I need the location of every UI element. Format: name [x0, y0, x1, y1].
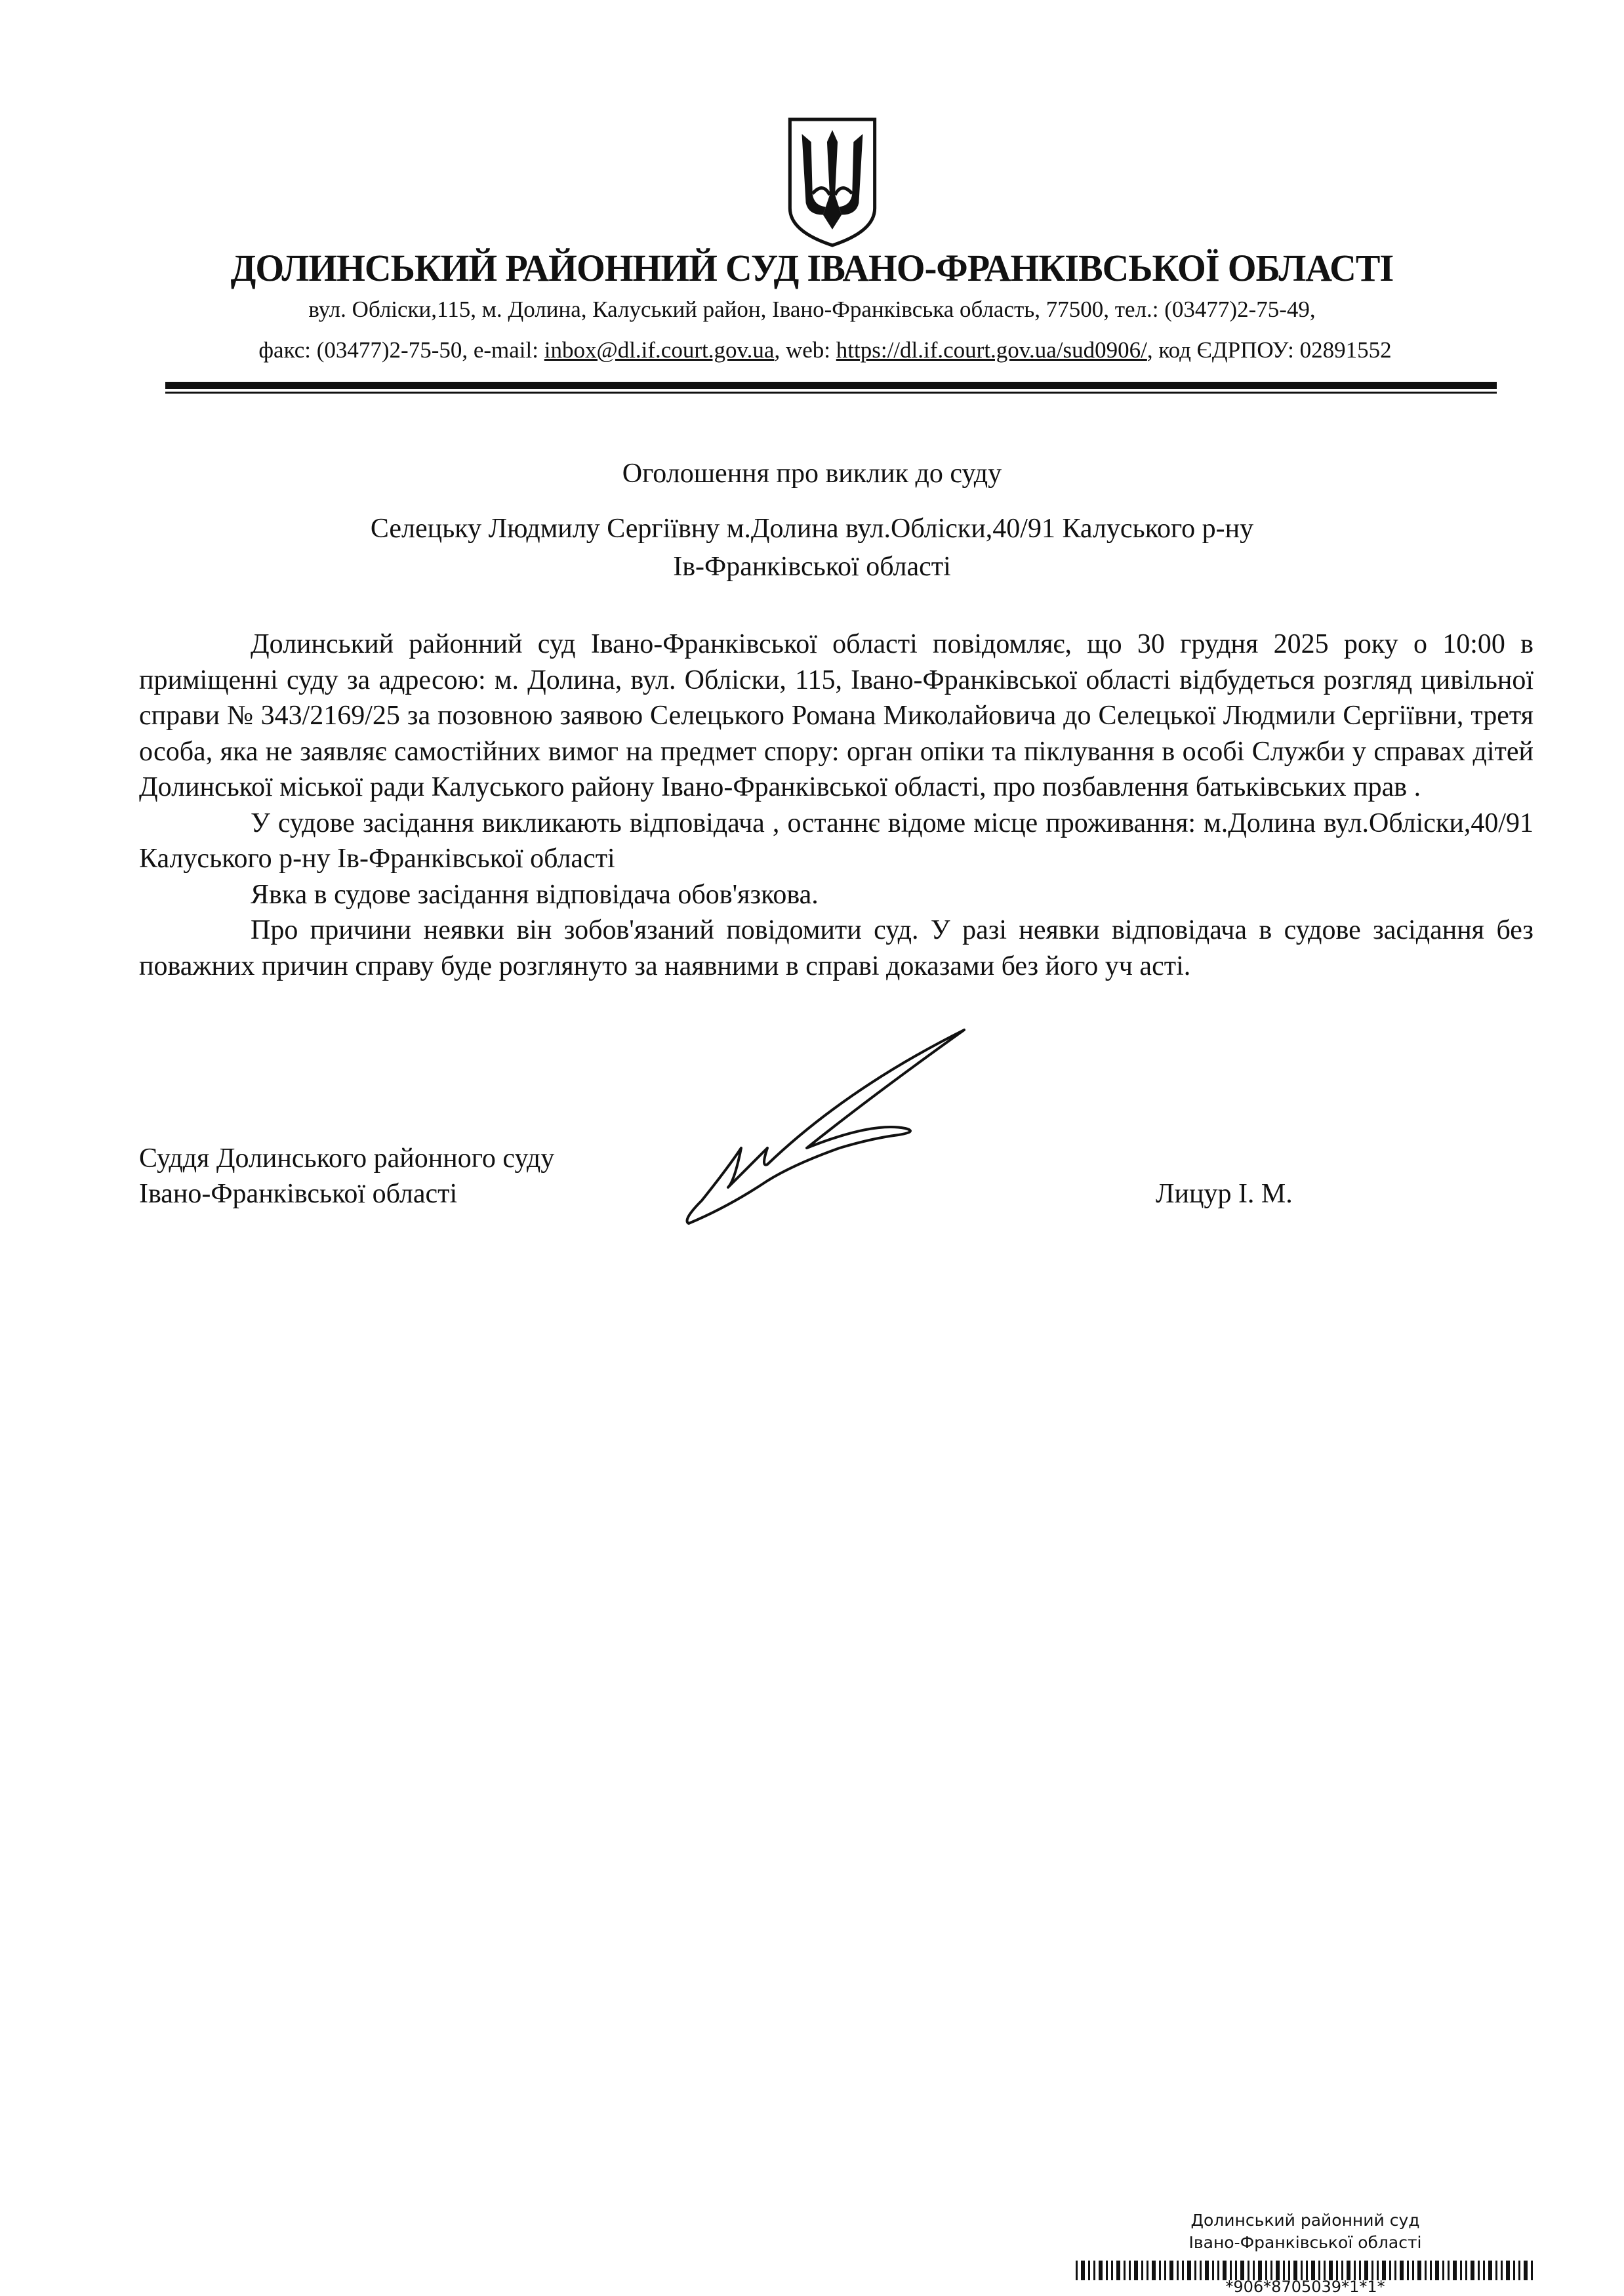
barcode-bar — [1134, 2261, 1138, 2280]
barcode-bar — [1506, 2261, 1510, 2280]
barcode-bar — [1081, 2261, 1085, 2280]
barcode-bar — [1106, 2261, 1108, 2280]
announcement-body — [139, 626, 1533, 984]
coat-of-arms-trident-icon — [786, 115, 879, 248]
barcode-number: *906*8705039*1*1* — [1225, 2278, 1385, 2296]
addressee-line: Селецьку Людмилу Сергіївну м.Долина вул.Обліски,40/91 Калуського р-ну — [370, 514, 1254, 544]
barcode-bar — [1099, 2261, 1103, 2280]
edrpou-code: , код ЄДРПОУ: 02891552 — [1147, 337, 1392, 363]
judge-position: Суддя Долинського районного суду — [139, 1143, 555, 1174]
court-address: вул. Обліски,115, м. Долина, Калуський район, Івано-Франківська область, 77500, тел.: (03477)2-75-49, — [308, 297, 1316, 322]
barcode-bar — [1093, 2261, 1095, 2280]
paragraph-summons: У судове засідання викликають відповідача , останнє відоме місце проживання: м.Долина вул.Обліски,40/91 Калуського р-ну Ів-Франківської області — [139, 808, 1533, 874]
announcement-title: Оголошення про виклик до суду — [622, 459, 1002, 489]
barcode-bar — [1495, 2261, 1497, 2280]
header-divider-thin — [165, 392, 1497, 394]
judge-name: Лицур І. М. — [1156, 1179, 1293, 1209]
barcode-bar — [1524, 2261, 1528, 2280]
barcode-bar — [1518, 2261, 1520, 2280]
barcode-bar — [1478, 2261, 1480, 2280]
barcode-bar — [1111, 2261, 1113, 2280]
email-link[interactable]: inbox@dl.if.court.gov.ua — [544, 337, 775, 363]
barcode-bar — [1124, 2261, 1126, 2280]
addressee-region: Ів-Франківської області — [673, 552, 951, 582]
barcode-bar — [1088, 2261, 1090, 2280]
header-divider-thick — [165, 382, 1497, 389]
paragraph-hearing: Долинський районний суд Івано-Франківської області повідомляє, що 30 грудня 2025 року о 10:00 в приміщенні суду за адресою: м. Долина, вул. Обліски, 115, Івано-Франківської області відбудеться розгляд цивільної справи № 343/2169/25 за позовною заявою Селецького Романа Миколайовича до Селецької Людмили Сергіївни, третя особа, яка не заявляє самостійних вимог на предмет спору: орган опіки та піклування в особі Служби у справах дітей Долинської міської ради Калуського району Івано-Франківської області, про позбавлення батьківських прав . — [139, 629, 1533, 802]
barcode-bar — [1116, 2261, 1120, 2280]
registry-stamp-court: Долинський районний суд — [1190, 2211, 1420, 2230]
barcode-bar — [1483, 2261, 1485, 2280]
court-name-title: ДОЛИНСЬКИЙ РАЙОННИЙ СУД ІВАНО-ФРАНКІВСЬКОЇ ОБЛАСТІ — [230, 247, 1394, 289]
registry-stamp-region: Івано-Франківської області — [1188, 2233, 1422, 2252]
web-link[interactable]: https://dl.if.court.gov.ua/sud0906/ — [836, 337, 1147, 363]
barcode-bar — [1513, 2261, 1515, 2280]
paragraph-attendance: Явка в судове засідання відповідача обов'язкова. — [251, 879, 819, 910]
court-contacts — [144, 337, 1506, 363]
barcode-bar — [1076, 2261, 1078, 2280]
barcode-bar — [1471, 2261, 1474, 2280]
fax-label: факс: (03477)2-75-50, e-mail: — [258, 337, 544, 363]
web-label: , web: — [774, 337, 836, 363]
barcode-bar — [1531, 2261, 1533, 2280]
handwritten-signature — [676, 1023, 1017, 1233]
barcode-bar — [1488, 2261, 1492, 2280]
judge-region: Івано-Франківської області — [139, 1179, 458, 1209]
barcode-bar — [1501, 2261, 1503, 2280]
barcode-bar — [1129, 2261, 1131, 2280]
paragraph-absence: Про причини неявки він зобов'язаний повідомити суд. У разі неявки відповідача в судове засідання без поважних причин справу буде розглянуто за наявними в справі доказами без його уч асті. — [139, 915, 1533, 981]
